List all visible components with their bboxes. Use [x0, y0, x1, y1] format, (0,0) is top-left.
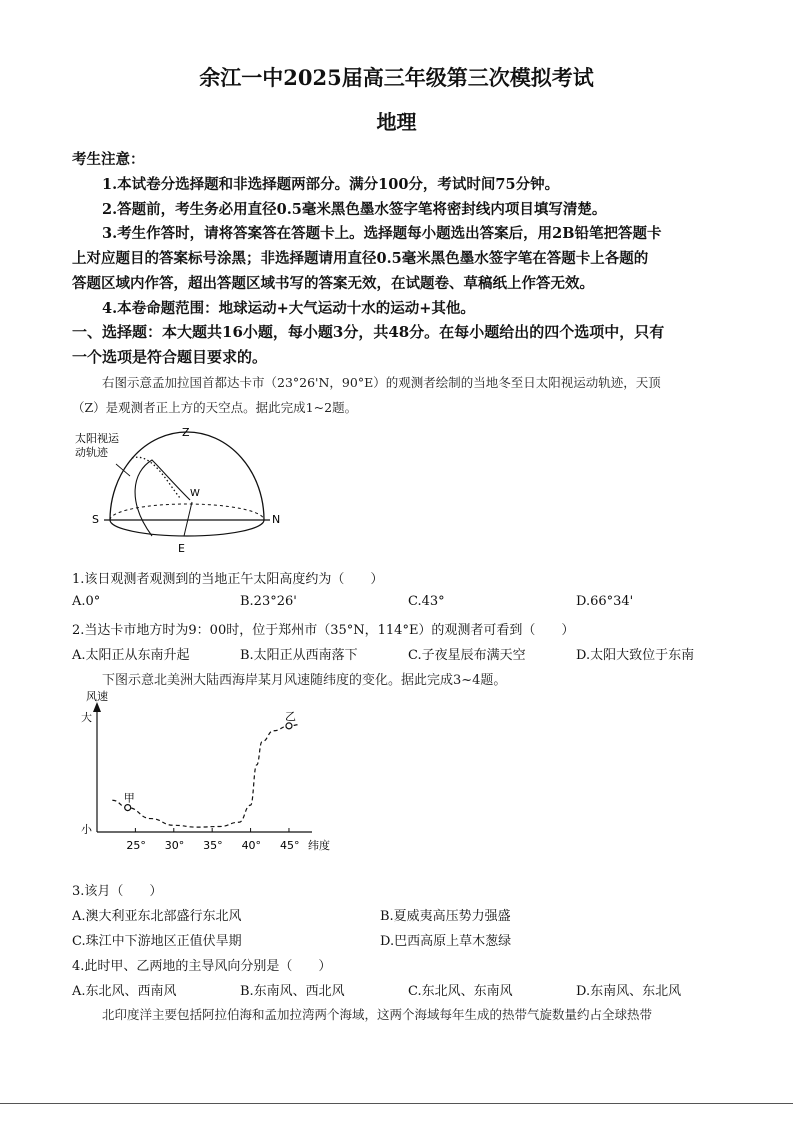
q3-option-b[interactable]: B.夏威夷高压势力强盛 [380, 909, 511, 924]
sun-path-arc [135, 460, 190, 536]
x-tick-label: 25° [126, 839, 146, 852]
east-label: E [178, 542, 185, 555]
q2-stem: 2.当达卡市地方时为9：00时，位于郑州市（35°N，114°E）的观测者可看到（ ） [72, 623, 575, 638]
q1-option-a[interactable]: A.0° [72, 594, 101, 609]
x-tick-label: 35° [203, 839, 223, 852]
west-label: W [190, 488, 200, 499]
intro3: 北印度洋主要包括阿拉伯海和孟加拉湾两个海域，这两个海域每年生成的热带气旋数量约占全球热带 [102, 1007, 653, 1022]
q4-stem: 4.此时甲、乙两地的主导风向分别是（ ） [72, 959, 332, 974]
q2-option-c[interactable]: C.子夜星辰布满天空 [408, 648, 526, 663]
zenith-label: Z [182, 426, 190, 439]
x-axis-title: 纬度 [308, 839, 330, 852]
sun-path-label-1: 太阳视运 [75, 432, 119, 445]
q1-option-b[interactable]: B.23°26' [240, 594, 297, 609]
north-label: N [272, 513, 281, 526]
q3-stem: 3.该月（ ） [72, 884, 163, 899]
notice-item-3-line3: 答题区域内作答，超出答题区域书写的答案无效，在试题卷、草稿纸上作答无效。 [72, 275, 594, 292]
point-marker-乙 [286, 723, 292, 729]
y-axis-top-label: 大 [81, 711, 92, 724]
east-west-line [184, 502, 192, 536]
subject-title: 地理 [376, 110, 417, 134]
q2-option-a[interactable]: A.太阳正从东南升起 [72, 648, 190, 663]
intro1-line1: 右图示意孟加拉国首都达卡市（23°26'N，90°E）的观测者绘制的当地冬至日太阳视运动轨迹，天顶 [102, 375, 661, 390]
y-axis-title: 风速 [86, 690, 108, 703]
notice-heading: 考生注意： [72, 151, 145, 168]
y-axis-bottom-label: 小 [81, 823, 92, 836]
q3-option-d[interactable]: D.巴西高原上草木葱绿 [380, 934, 512, 949]
x-tick-label: 40° [241, 839, 262, 852]
y-axis-arrow [93, 702, 101, 712]
point-label-乙: 乙 [284, 709, 296, 723]
wind-speed-chart [72, 688, 342, 858]
intro1-line2: （Z）是观测者正上方的天空点。据此完成1~2题。 [72, 400, 358, 415]
section1-line1: 一、选择题：本大题共16小题，每小题3分，共48分。在每小题给出的四个选项中，只有 [72, 323, 665, 341]
q4-option-b[interactable]: B.东南风、西北风 [240, 984, 345, 999]
south-label: S [92, 513, 99, 526]
point-marker-甲 [125, 805, 131, 811]
notice-item-3-line1: 3.考生作答时，请将答案答在答题卡上。选择题每小题选出答案后，用2B铅笔把答题卡 [102, 225, 662, 242]
sun-path-diagram [72, 422, 302, 557]
q1-stem: 1.该日观测者观测到的当地正午太阳高度约为（ ） [72, 572, 384, 587]
notice-item-2: 2.答题前，考生务必用直径0.5毫米黑色墨水签字笔将密封线内项目填写清楚。 [102, 201, 607, 218]
celestial-dome [110, 432, 264, 520]
notice-item-1: 1.本试卷分选择题和非选择题两部分。满分100分，考试时间75分钟。 [102, 176, 560, 193]
q2-option-d[interactable]: D.太阳大致位于东南 [576, 648, 695, 663]
page-title: 余江一中2025届高三年级第三次模拟考试 [199, 65, 594, 90]
x-tick-label: 30° [164, 839, 185, 852]
notice-item-4: 4.本卷命题范围：地球运动+大气运动十水的运动+其他。 [102, 300, 475, 317]
q1-option-c[interactable]: C.43° [408, 594, 445, 609]
q4-option-c[interactable]: C.东北风、东南风 [408, 984, 513, 999]
sun-path-label-2: 动轨迹 [75, 446, 108, 459]
q2-option-b[interactable]: B.太阳正从西南落下 [240, 648, 358, 663]
section1-line2: 一个选项是符合题目要求的。 [72, 348, 268, 366]
label-pointer [116, 464, 130, 476]
q4-option-d[interactable]: D.东南风、东北风 [576, 984, 682, 999]
horizon-back [110, 504, 264, 520]
x-tick-label: 45° [279, 839, 300, 852]
page-bottom-rule [0, 1103, 793, 1104]
wind-speed-series [112, 725, 300, 827]
intro2: 下图示意北美洲大陆西海岸某月风速随纬度的变化。据此完成3~4题。 [102, 673, 507, 688]
q1-option-d[interactable]: D.66°34' [576, 594, 634, 609]
q4-option-a[interactable]: A.东北风、西南风 [72, 984, 177, 999]
notice-item-3-line2: 上对应题目的答案标号涂黑；非选择题请用直径0.5毫米黑色墨水签字笔在答题卡上各题的 [72, 250, 649, 267]
q3-option-a[interactable]: A.澳大利亚东北部盛行东北风 [72, 909, 242, 924]
point-label-甲: 甲 [123, 791, 135, 805]
q3-option-c[interactable]: C.珠江中下游地区正值伏旱期 [72, 934, 242, 949]
